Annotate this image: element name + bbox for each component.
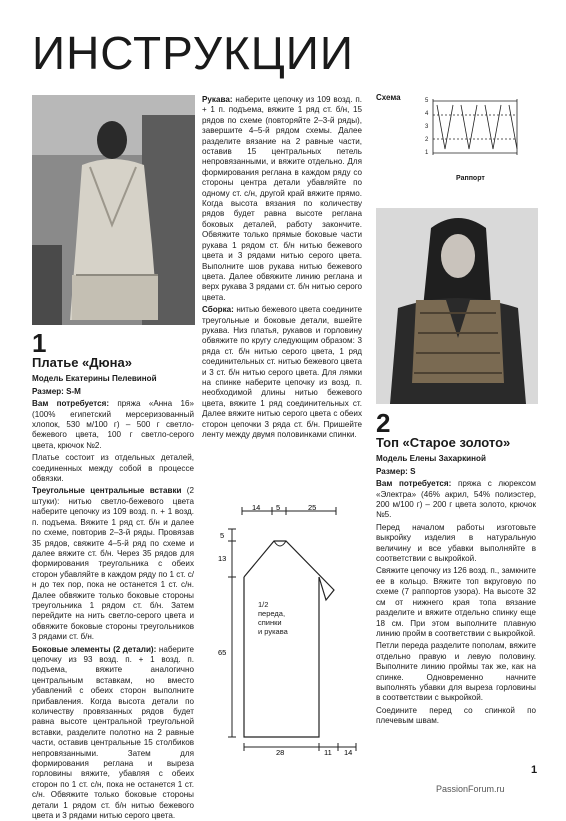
page-number: 1: [531, 764, 538, 776]
item2-column: [376, 410, 536, 729]
side-elements-paragraph: Боковые элементы (2 детали): наберите цепочку из 93 возд. п. + 1 возд. п. подъема, вяжите аналогично центральным вставкам, но вместо убавлений с обеих сторон выполните прибавления. Когда высота детали по количеству провязанных рядов будет равна высоте центральной треугольной вставки, разделите полотно на 2 равные части, оставив центральные 15 столбиков непровязанными. Затем для формирования реглана и выреза горловины вяжите, убавляя с обеих сторон по 1 ст. с/н, пока не останется 1 ст. с/н. Обвяжите только боковые стороны детали 1 рядом ст. б/н нитью бежевого цвета и 3 рядами нитью серого цвета.: [32, 644, 195, 821]
item1-column-left: [32, 328, 195, 821]
row-number: 3: [425, 124, 429, 130]
dim-label: 25: [308, 503, 317, 512]
scheme-label: Схема: [376, 93, 401, 102]
row-number: 1: [425, 150, 429, 156]
materials-paragraph: Вам потребуется: пряжа «Анна 16» (100% египетский мерсеризованный хлопок, 530 м/100 г) – 500 г светло-бежевого цвета, 100 г светло-серого цвета, крючок №2.: [32, 399, 194, 450]
triangles-paragraph: Треугольные центральные вставки (2 штуки): нитью светло-бежевого цвета наберите цепочку из 109 возд. п. + 1 возд. п. подъема. Вяжите 1 ряд ст. б/н и далее по схеме, повторив 2–3-й ряды. Провязав 35 рядов, свяжите 4–5-й ряд по схеме и далее вяжите ст. б/н. Через 35 рядов для формирования треугольника с обеих сторон убавляйте в каждом ряду по 1 ст. с/н до тех пор, пока не останется 1 ст. с/н. Далее обвяжите только боковые стороны треугольника 1 рядом ст. б/н. Затем перейдите на нить светло-серого цвета и обвяжите боковые стороны треугольников 3 рядами ст. б/н.: [32, 486, 194, 642]
row-number: 5: [425, 98, 429, 104]
item-title: Топ «Старое золото»: [376, 435, 511, 450]
dim-label: 5: [220, 531, 225, 540]
row-number: 2: [425, 137, 429, 143]
model-credit: Модель Елены Захаркиной: [376, 454, 486, 464]
watermark: PassionForum.ru: [436, 784, 505, 794]
dim-label: 13: [218, 554, 227, 563]
dim-label: 14: [252, 503, 261, 512]
construction-paragraph: Платье состоит из отдельных деталей, соединенных между собой в процессе обвязки.: [32, 453, 194, 484]
crochet-scheme: [425, 93, 521, 165]
sleeves-paragraph: Рукава: наберите цепочку из 109 возд. п. + 1 п. подъема, вяжите 1 ряд ст. б/н, 15 рядов по схеме (повторяйте 2–3-й ряды), завершите 4–5-й рядом схемы. Далее разделите вязание на 2 равные части, оставив 15 центральных петель непровязанными, и вяжите отдельно. Для формирования реглана в каждом ряду со стороны центра детали убавляйте по одному ст. с/н, другой край вяжите прямо. Когда высота вязания по количеству рядов будет равна высоте реглана боковых деталей, работу закончите. Обвяжите только прямые боковые части рукава 1 рядом ст. б/н нитью бежевого цвета и 3 рядами нитью серого цвета. Выполните шов рукава нитью бежевого цвета. Далее обвяжите линию реглана и верх рукава 3 рядами ст. б/н нитью серого цвета.: [202, 95, 362, 302]
dress-photo: [32, 95, 195, 325]
pattern-paragraph: Перед началом работы изготовьте выкройку изделия в натуральную величину и все убавки выполняйте в соответствии с выкройкой.: [376, 522, 536, 564]
seam-paragraph: Соедините перед со спинкой по плечевым швам.: [376, 705, 536, 726]
rapport-label: Раппорт: [456, 175, 485, 182]
page-title: ИНСТРУКЦИИ: [32, 27, 354, 79]
front-paragraph: Петли переда разделите пополам, вяжите отдельно правую и левую половину. Выполните линию проймы так же, как на спинке. Одновременно начните выполнять убавки для выреза горловины в соответствии с выкройкой.: [376, 641, 536, 703]
size-label: Размер: S: [376, 466, 416, 476]
dim-label: 5: [276, 503, 281, 512]
body-paragraph: Свяжите цепочку из 126 возд. п., замкните ее в кольцо. Вяжите топ вкруговую по схеме (7 раппортов узора). На высоте 32 см от нижнего края топа вязание разделите и вяжите отдельно спинку еще 18 см. При этом выполните плавную линию пройм в соответствии с выкройкой.: [376, 566, 536, 638]
size-label: Размер: S-M: [32, 386, 81, 396]
top-photo: [376, 208, 538, 404]
pattern-inner-label: 1/2 переда, спинки и рукава: [258, 600, 288, 636]
item-title: Платье «Дюна»: [32, 355, 132, 370]
materials-paragraph: Вам потребуется: пряжа с люрексом «Электра» (46% акрил, 54% полиэстер, 200 м/100 г) – 200 г цвета золото, крючок №5.: [376, 479, 536, 520]
dim-label: 11: [324, 748, 332, 757]
item1-column-middle: [202, 95, 362, 463]
item-number: 2: [376, 408, 391, 438]
dim-label: 28: [276, 748, 285, 757]
assembly-paragraph: Сборка: нитью бежевого цвета соедините треугольные и боковые детали, вшейте рукава. Низ платья, рукавов и горловину обвяжите по кругу следующим образом: 3 ряда ст. б/н нитью серого цвета, 1 ряд соединительных ст. нитью бежевого цвета и 3 ст. б/н нитью серого цвета. Для лямки на спинке наберите цепочку из возд. п. необходимой длины нитью бежевого цвета, вяжите 1 ряд соединительных ст. Далее вяжите нитью серого цвета с обеих сторон цепочки 3 ряда ст. б/н. Пришейте ленту между двумя половинками спинки.: [202, 305, 362, 439]
model-credit: Модель Екатерины Пелевиной: [32, 374, 157, 384]
item-number: 1: [32, 328, 47, 358]
row-number: 4: [425, 111, 429, 117]
dim-label: 14: [344, 748, 353, 757]
dim-label: 65: [218, 648, 227, 657]
pattern-diagram: [214, 505, 364, 755]
